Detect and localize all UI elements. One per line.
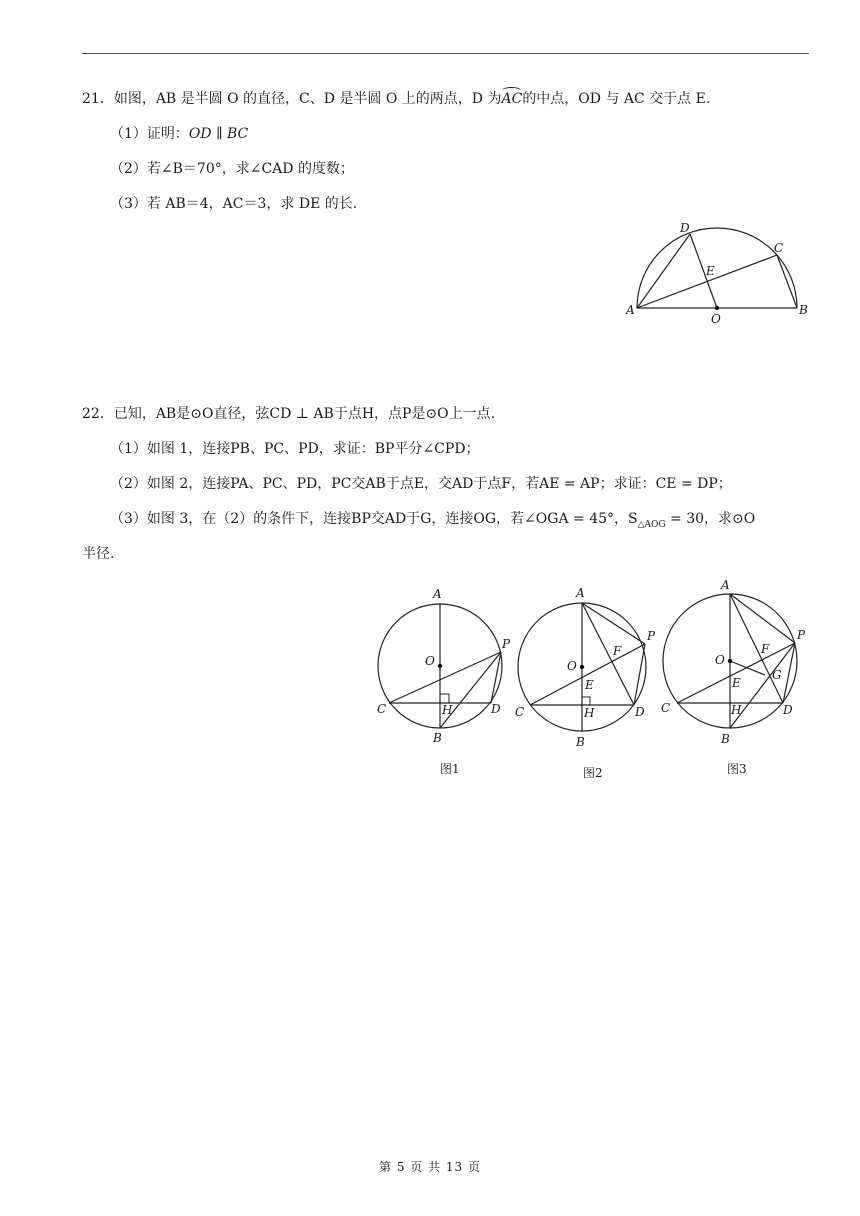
label-d: D xyxy=(680,221,690,235)
label-h: H xyxy=(442,703,453,717)
segment-pd xyxy=(491,652,501,703)
header-rule xyxy=(82,53,809,54)
label-a: A xyxy=(626,303,635,317)
caption-fig2: 图2 xyxy=(583,766,603,780)
center-o xyxy=(715,306,719,310)
segment-pc xyxy=(530,644,645,705)
label-f: F xyxy=(613,644,622,658)
label-p: P xyxy=(502,637,511,651)
center-o xyxy=(580,665,584,669)
label-c: C xyxy=(515,705,525,719)
q22-part3: （3）如图 3，在（2）的条件下，连接BP交AD于G，连接OG，若∠OGA = 45°，$S_{\triangle AOG} = 30$，求⊙O xyxy=(110,511,756,530)
label-f: F xyxy=(761,642,770,656)
label-c: C xyxy=(661,701,671,715)
label-o: O xyxy=(715,653,725,667)
caption-fig3: 图3 xyxy=(727,762,747,776)
label-d: D xyxy=(783,703,793,717)
q22-part2: （2）如图 2，连接PA、PC、PD，PC交AB于点E，交AD于点F，若AE = AP；求证：CE = DP； xyxy=(110,476,732,492)
q21-part2: （2）若∠B＝70°，求∠CAD 的度数； xyxy=(110,161,354,177)
label-b: B xyxy=(576,735,585,749)
label-c: C xyxy=(377,702,387,716)
q22-figure-1 xyxy=(370,583,520,783)
caption-fig1: 图1 xyxy=(440,762,460,776)
q22-figure-3 xyxy=(655,575,815,780)
center-o xyxy=(728,659,732,663)
chord-ac xyxy=(637,255,777,308)
chord-cb xyxy=(777,255,797,308)
chord-ad xyxy=(637,234,690,308)
q22-figure-2 xyxy=(510,583,660,783)
label-b: B xyxy=(433,731,442,745)
label-b: B xyxy=(799,303,808,317)
segment-pa xyxy=(730,594,795,643)
label-o: O xyxy=(567,659,577,673)
q21-figure xyxy=(620,215,820,325)
segment-pc xyxy=(389,652,501,703)
label-d: D xyxy=(491,702,501,716)
q22-part1: （1）如图 1，连接PB、PC、PD，求证：BP平分∠CPD； xyxy=(110,441,480,457)
q22-part3-cont: 半径. xyxy=(82,546,115,562)
label-a: A xyxy=(433,587,442,601)
semicircle-arc xyxy=(637,228,797,308)
label-a: A xyxy=(721,578,730,592)
label-e: E xyxy=(732,676,741,690)
label-h: H xyxy=(731,703,742,717)
label-o: O xyxy=(711,312,721,326)
label-a: A xyxy=(576,586,585,600)
segment-pd xyxy=(783,643,795,703)
label-c: C xyxy=(774,241,784,255)
label-g: G xyxy=(772,668,782,682)
label-d: D xyxy=(635,705,645,719)
q22-stem: 22．已知，AB是⊙O直径，弦CD ⊥ AB于点H，点P是⊙O上一点. xyxy=(82,406,496,422)
label-b: B xyxy=(721,732,730,746)
q21-part1: （1）证明：OD ∥ BC xyxy=(110,126,249,142)
q21-part3: （3）若 AB＝4，AC＝3，求 DE 的长. xyxy=(110,196,358,212)
right-angle-mark xyxy=(440,694,449,703)
label-p: P xyxy=(647,629,656,643)
label-h: H xyxy=(584,706,595,720)
q21-stem: 21．如图，AB 是半圆 O 的直径，C、D 是半圆 O 上的两点，D 为AC的中点，OD 与 AC 交于点 E. xyxy=(82,91,711,107)
label-e: E xyxy=(706,264,715,278)
center-o xyxy=(438,664,442,668)
right-angle-mark xyxy=(582,697,590,705)
label-o: O xyxy=(425,654,435,668)
page-footer: 第 5 页 共 13 页 xyxy=(379,1160,481,1174)
label-e: E xyxy=(585,678,594,692)
arc-ac: AC xyxy=(501,91,523,107)
label-p: P xyxy=(797,628,806,642)
segment-pa xyxy=(582,603,645,644)
